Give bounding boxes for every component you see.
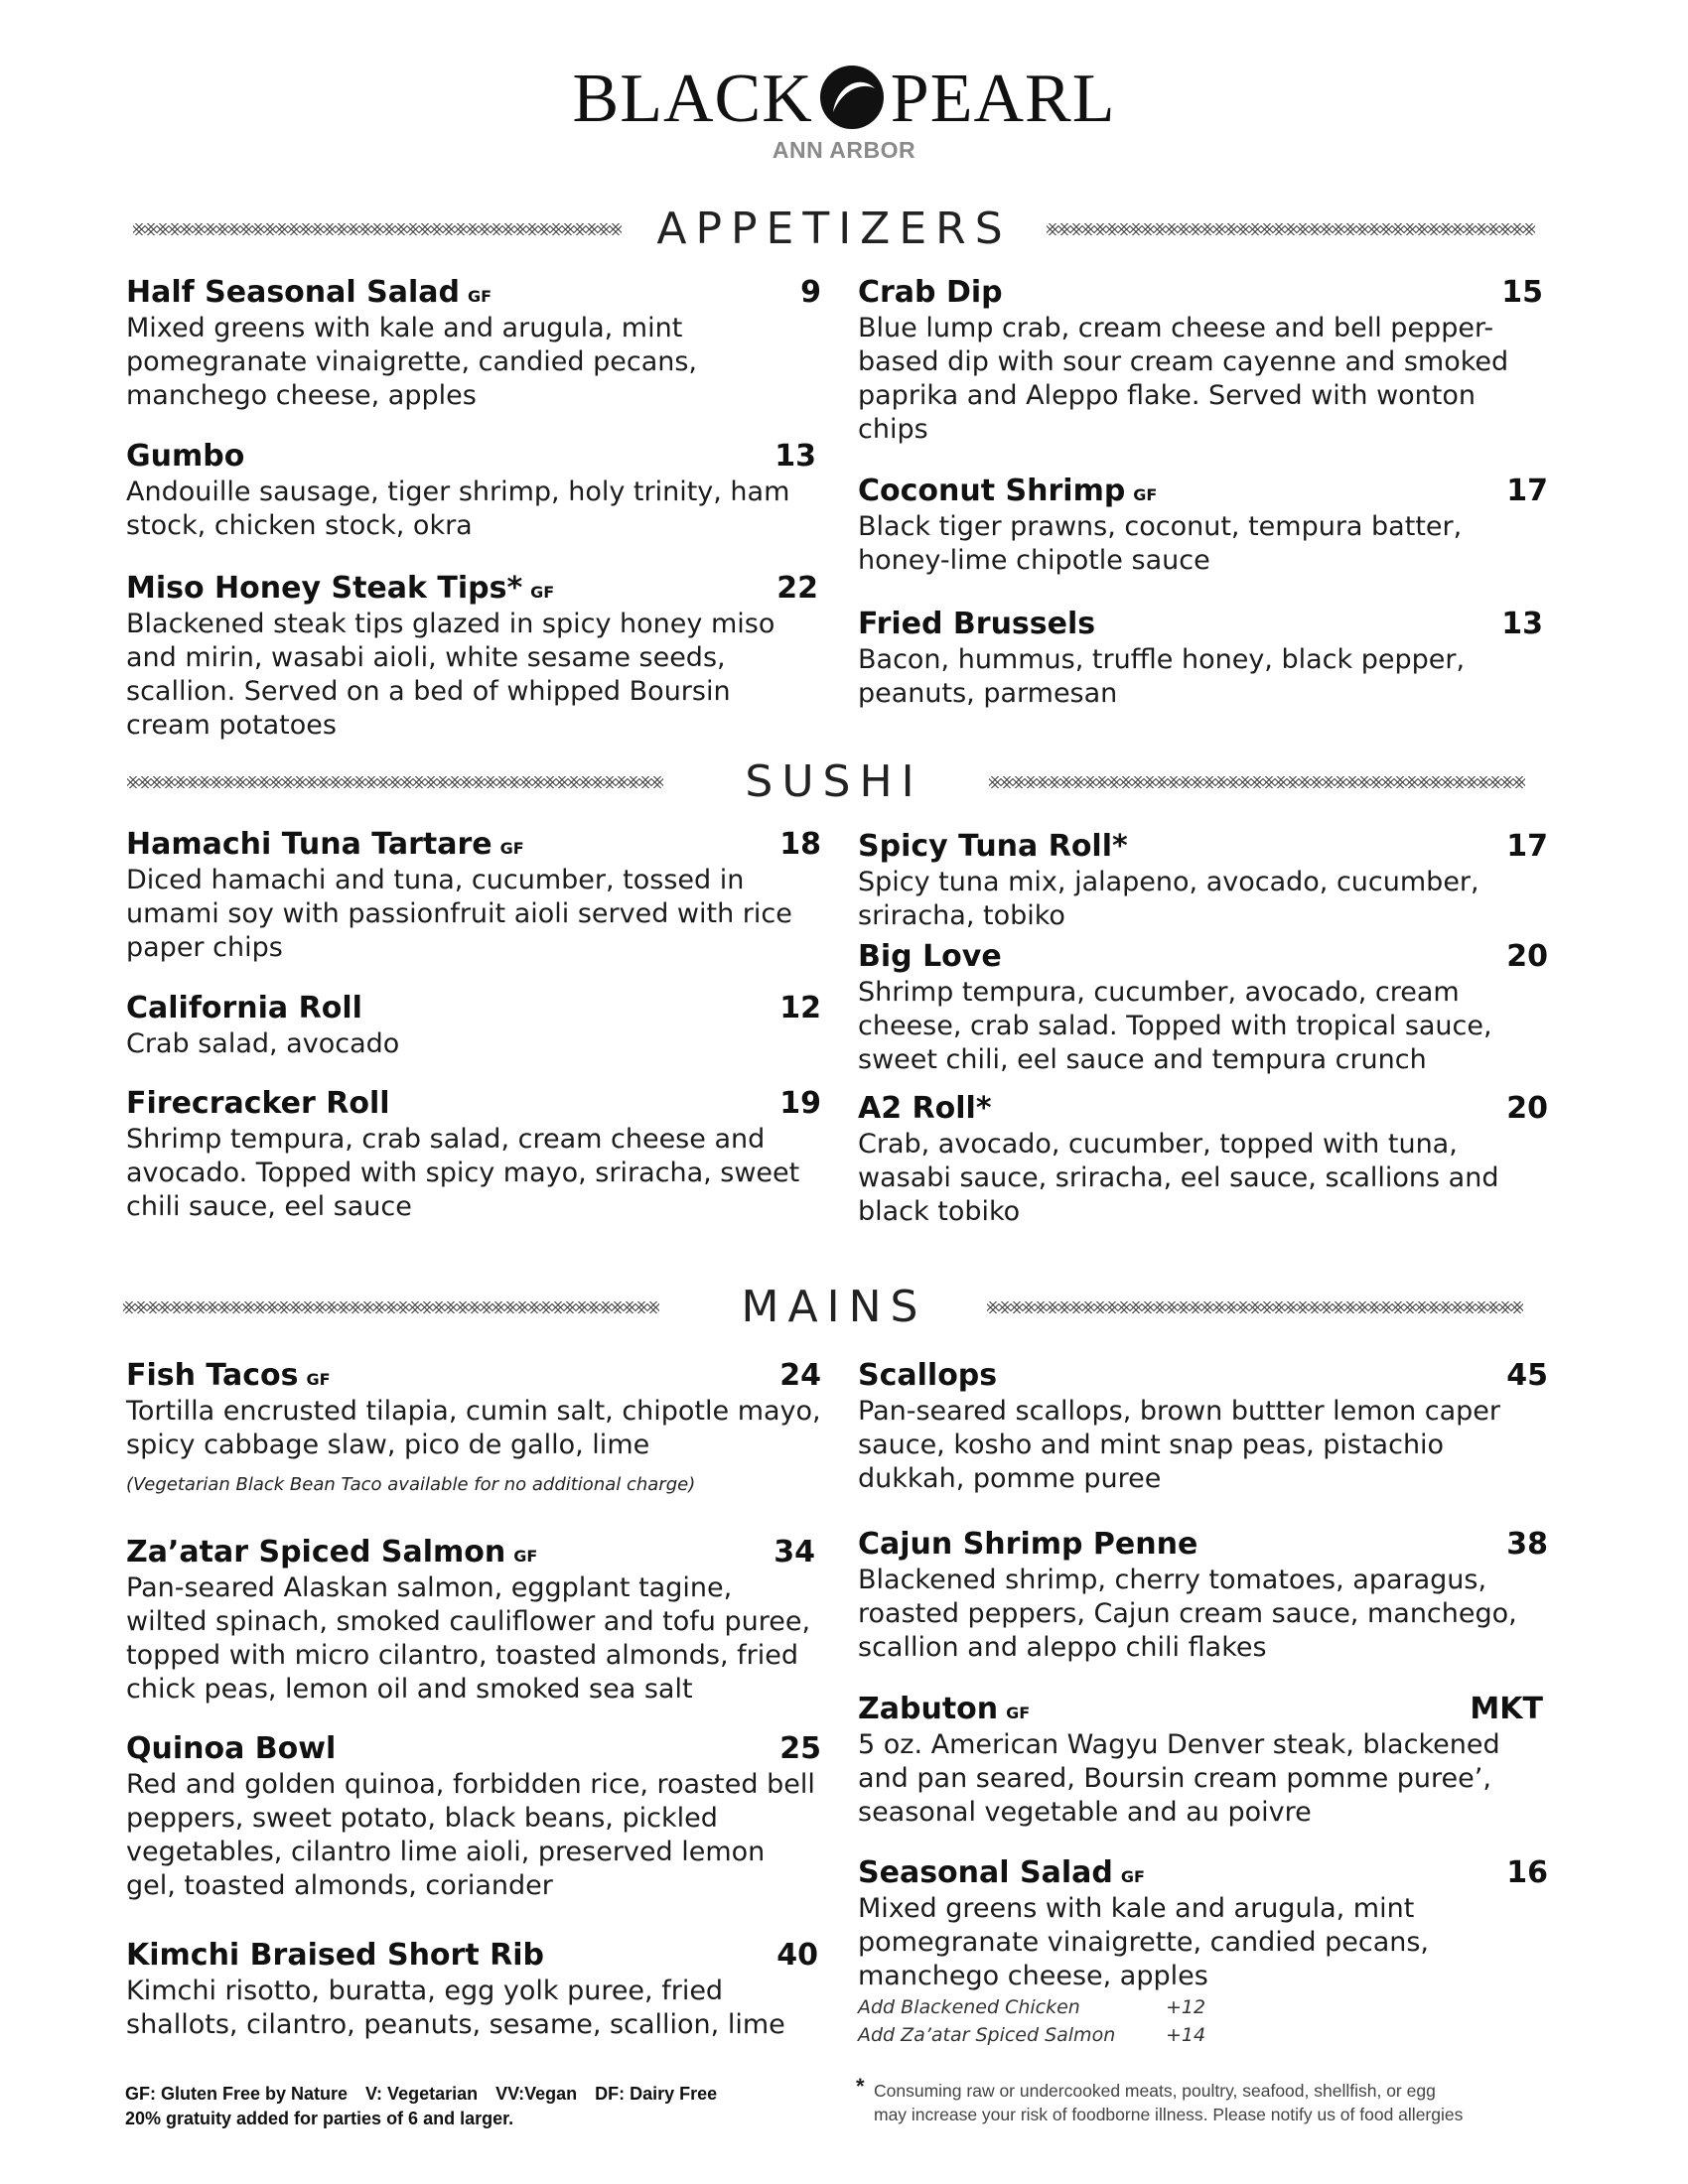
item-tag: GF [306, 1370, 331, 1389]
legend-line [125, 2082, 820, 2107]
logo-text-right: PEARL [890, 61, 1116, 137]
item-tag: GF [1120, 1867, 1145, 1886]
menu-item [858, 274, 1543, 447]
legend-v: V: Vegetarian [365, 2084, 479, 2104]
menu-item [126, 1937, 818, 2042]
item-tag: GF [1006, 1704, 1031, 1722]
logo-text-left: BLACK [572, 61, 813, 137]
menu-item [858, 1526, 1548, 1665]
menu-item [126, 1730, 821, 1903]
divider-right [989, 776, 1525, 788]
addon-price: +12 [1166, 1996, 1206, 2018]
item-price: 34 [774, 1535, 815, 1570]
item-name: Fried Brussels [858, 607, 1096, 641]
item-name: Firecracker Roll [126, 1086, 390, 1121]
item-description: Spicy tuna mix, jalapeno, avocado, cucumber, sriracha, tobiko [858, 867, 1479, 931]
dietary-legend [125, 2082, 820, 2131]
location-label: ANN ARBOR [772, 137, 916, 163]
item-name: Fish Tacos [126, 1358, 299, 1393]
item-tag: GF [467, 287, 492, 306]
item-description: Blackened shrimp, cherry tomatoes, aparagus, roasted peppers, Cajun cream sauce, manchego, scallion and aleppo chili flakes [858, 1565, 1517, 1663]
menu-item [858, 1691, 1543, 1830]
menu-item [126, 1534, 815, 1706]
item-name: Scallops [858, 1358, 998, 1393]
item-description: Bacon, hummus, truffle honey, black pepper, peanuts, parmesan [858, 644, 1466, 709]
pearl-logo-icon [817, 63, 887, 132]
menu-item [126, 1085, 821, 1224]
item-tag: GF [1133, 485, 1158, 504]
item-price: 24 [779, 1358, 821, 1393]
legend-gf: GF: Gluten Free by Nature [125, 2084, 349, 2104]
item-description: Mixed greens with kale and arugula, mint pomegranate vinaigrette, candied pecans, manchego cheese, apples [126, 313, 698, 411]
section-title: SUSHI [745, 756, 923, 807]
section-title: MAINS [741, 1282, 927, 1332]
item-name: Zabuton [858, 1692, 999, 1726]
item-description: Shrimp tempura, cucumber, avocado, cream cheese, crab salad. Topped with tropical sauce, sweet chili, eel sauce and tempura crunch [858, 977, 1492, 1075]
section-header-sushi [119, 757, 1549, 807]
item-price: 16 [1506, 1855, 1548, 1890]
item-price: 13 [774, 439, 816, 474]
item-description: Blackened steak tips glazed in spicy honey miso and mirin, wasabi aioli, white sesame seeds, scallion. Served on a bed of whipped Boursin cream potatoes [126, 609, 775, 741]
menu-item [858, 606, 1543, 711]
item-name: Spicy Tuna Roll* [858, 829, 1128, 864]
item-name: Kimchi Braised Short Rib [126, 1938, 544, 1973]
item-tag: GF [513, 1547, 538, 1566]
item-price: 19 [779, 1086, 821, 1121]
item-price: 13 [1501, 607, 1543, 641]
item-name: Gumbo [126, 439, 245, 474]
item-price: MKT [1470, 1692, 1543, 1726]
item-price: 15 [1501, 275, 1543, 310]
item-description: Shrimp tempura, crab salad, cream cheese and avocado. Topped with spicy mayo, sriracha, sweet chili sauce, eel sauce [126, 1124, 800, 1222]
divider-right [1047, 223, 1535, 235]
addon-label: Add Za’atar Spiced Salmon [858, 2024, 1116, 2046]
legend-vv: VV:Vegan [495, 2084, 578, 2104]
item-note: (Vegetarian Black Bean Taco available for no additional charge) [126, 1474, 696, 1495]
item-price: 17 [1506, 829, 1548, 864]
menu-item [126, 826, 821, 965]
gratuity-note: 20% gratuity added for parties of 6 and larger. [125, 2109, 514, 2128]
item-name: Miso Honey Steak Tips* [126, 571, 523, 606]
item-price: 22 [776, 571, 818, 606]
addon-item [858, 1993, 1548, 2021]
item-name: Seasonal Salad [858, 1855, 1113, 1890]
restaurant-logo [0, 58, 1688, 141]
menu-item [858, 828, 1548, 933]
item-tag: GF [530, 583, 555, 602]
item-name: Za’atar Spiced Salmon [126, 1535, 506, 1570]
item-name: Hamachi Tuna Tartare [126, 827, 492, 862]
item-description: Tortilla encrusted tilapia, cumin salt, chipotle mayo, spicy cabbage slaw, pico de gallo, lime [126, 1396, 821, 1460]
item-name: Half Seasonal Salad [126, 275, 460, 310]
item-price: 25 [779, 1731, 821, 1766]
item-description: 5 oz. American Wagyu Denver steak, blackened and pan seared, Boursin cream pomme puree’, seasonal vegetable and au poivre [858, 1729, 1500, 1828]
disclaimer-line: may increase your risk of foodborne illness. Please notify us of food allergies [874, 2105, 1464, 2124]
item-name: California Roll [126, 991, 362, 1025]
addon-label: Add Blackened Chicken [858, 1996, 1080, 2018]
menu-item [858, 1357, 1548, 1496]
section-title: APPETIZERS [656, 204, 1012, 254]
item-name: Coconut Shrimp [858, 474, 1126, 508]
item-description: Black tiger prawns, coconut, tempura batter, honey-lime chipotle sauce [858, 511, 1463, 576]
item-description: Crab salad, avocado [126, 1028, 400, 1059]
divider-right [987, 1301, 1523, 1313]
menu-item [126, 1357, 821, 1495]
item-description: Pan-seared Alaskan salmon, eggplant tagine, wilted spinach, smoked cauliflower and tofu puree, topped with micro cilantro, toasted almonds, fried chick peas, lemon oil and smoked sea salt [126, 1572, 811, 1705]
item-description: Red and golden quinoa, forbidden rice, roasted bell peppers, sweet potato, black beans, pickled vegetables, cilantro lime aioli, preserved lemon gel, toasted almonds, coriander [126, 1769, 815, 1901]
item-tag: GF [499, 839, 524, 858]
item-price: 20 [1506, 939, 1548, 974]
item-price: 20 [1506, 1091, 1548, 1126]
addon-price: +14 [1166, 2024, 1206, 2046]
item-price: 38 [1506, 1527, 1548, 1562]
item-description: Kimchi risotto, buratta, egg yolk puree, fried shallots, cilantro, peanuts, sesame, scallion, lime [126, 1976, 785, 2040]
item-description: Blue lump crab, cream cheese and bell pepper-based dip with sour cream cayenne and smoked paprika and Aleppo flake. Served with wonton chips [858, 313, 1509, 445]
item-description: Crab, avocado, cucumber, topped with tuna, wasabi sauce, sriracha, eel sauce, scallions and black tobiko [858, 1129, 1499, 1227]
disclaimer-line: Consuming raw or undercooked meats, poultry, seafood, shellfish, or egg [874, 2081, 1436, 2101]
menu-item [858, 473, 1548, 578]
menu-item [126, 570, 818, 743]
item-price: 45 [1506, 1358, 1548, 1393]
menu-item [858, 938, 1548, 1077]
menu-item [126, 438, 816, 543]
item-name: A2 Roll* [858, 1091, 992, 1126]
section-header-appetizers [119, 205, 1549, 254]
disclaimer-asterisk: * [856, 2074, 865, 2099]
section-header-mains [119, 1283, 1549, 1332]
item-price: 17 [1506, 474, 1548, 508]
item-name: Quinoa Bowl [126, 1731, 337, 1766]
item-price: 12 [779, 991, 821, 1025]
item-description: Mixed greens with kale and arugula, mint pomegranate vinaigrette, candied pecans, manchego cheese, apples [858, 1893, 1430, 1991]
item-price: 18 [779, 827, 821, 862]
item-description: Pan-seared scallops, brown buttter lemon caper sauce, kosho and mint snap peas, pistachio dukkah, pomme puree [858, 1396, 1500, 1494]
menu-item [126, 274, 821, 413]
menu-item [858, 1854, 1548, 2049]
addon-item [858, 2021, 1548, 2049]
food-safety-disclaimer [856, 2074, 1589, 2126]
menu-item [126, 990, 821, 1061]
item-name: Cajun Shrimp Penne [858, 1527, 1198, 1562]
item-name: Crab Dip [858, 275, 1003, 310]
legend-df: DF: Dairy Free [595, 2084, 718, 2104]
item-price: 9 [800, 275, 821, 310]
item-price: 40 [776, 1938, 818, 1973]
item-description: Diced hamachi and tuna, cucumber, tossed in umami soy with passionfruit aioli served with rice paper chips [126, 865, 792, 963]
item-description: Andouille sausage, tiger shrimp, holy trinity, ham stock, chicken stock, okra [126, 477, 790, 541]
item-name: Big Love [858, 939, 1002, 974]
menu-item [858, 1090, 1548, 1229]
